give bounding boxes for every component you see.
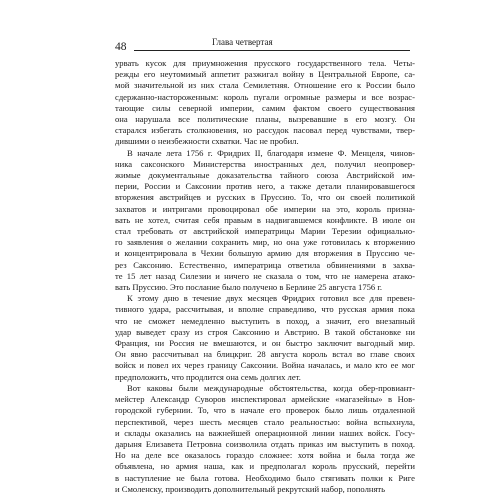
text-line: перии, России и Саксонии против него, а также детали планировавшегося — [115, 181, 415, 192]
text-line: удар выведет сразу из строя Саксонию и Австрию. В такой обстановке ни — [115, 326, 415, 337]
running-head-title: Глава четвертая — [212, 37, 273, 47]
text-line: Франция, ни Россия не вмешаются, и он быстро заключит выгодный мир. — [115, 338, 415, 349]
text-line: жимые документальные доказательства тайного союза Австрийской им- — [115, 170, 415, 181]
text-line: К этому дню в течение двух месяцев Фридрих готовил все для превен- — [127, 293, 415, 304]
text-line: рез Саксонию. Естественно, императрица ответила обвинениями в захва- — [115, 259, 415, 270]
text-line: Он явно рассчитывал на блицкриг. 28 августа король встал во главе своих — [115, 349, 415, 360]
text-line: тивного удара, рассчитывая, и вполне справедливо, что русская армия пока — [115, 304, 415, 315]
text-line: го заявления о желании сохранить мир, но она уже готовилась к вторжению — [115, 237, 415, 248]
text-line: Но на деле все оказалось гораздо сложнее: хотя война и была тогда же — [115, 450, 415, 461]
text-line: Вот каковы были международные обстоятельства, когда обер-провиант- — [127, 382, 415, 393]
body-text — [115, 58, 415, 495]
text-line: и Смоленску, производить дополнительный рекрутский набор, пополнять — [115, 483, 386, 494]
text-line: войск и повел их через границу Саксонии. Война началась, и мало кто ее мог — [115, 360, 415, 371]
text-line: объявлена, но армия наша, как и предполагал король прусский, перейти — [115, 461, 415, 472]
text-line: мейстер Александр Суворов инспектировал армейские «магазейны» в Нов- — [115, 394, 415, 405]
text-line: в наступление не была готова. Необходимо было стягивать полки к Риге — [115, 472, 415, 483]
text-line: вторжения австрийцев и русских в Пруссию. То, что он своей политикой — [115, 192, 415, 203]
text-line: предположить, что продлится она семь долгих лет. — [115, 371, 301, 382]
paragraph — [115, 293, 415, 383]
text-line: урвать кусок для приумножения прусского государственного тела. Четы- — [115, 58, 415, 68]
text-line: городской губернии. То, что в начале его проверок было лишь отдаленной — [115, 405, 415, 416]
page-number: 48 — [115, 41, 127, 53]
text-line: и склады оказались на важнейшей операционной линии наших войск. Госу- — [115, 427, 415, 438]
text-line: тающие силы северной империи, самим фактом своего существования — [115, 102, 415, 113]
text-line: перспективой, через шесть месяцев стало реальностью: война вспыхнула, — [115, 416, 415, 427]
text-line: те 15 лет назад Силезии и ничего не сказала о том, что не намерена атако- — [115, 270, 415, 281]
text-line: стал требовать от австрийской императрицы Марии Терезии официально- — [115, 226, 415, 237]
text-line: захватов и интригами провоцировал обе империи на это, король призна- — [115, 203, 415, 214]
text-line: что не сможет немедленно выступить в поход, а значит, его внезапный — [115, 315, 415, 326]
text-line: режды его неутомимый аппетит разжигал войну в Центральной Европе, са- — [115, 69, 415, 80]
text-line: вать не хотел, считая себя правым в надвигавшемся конфликте. В июле он — [115, 214, 415, 225]
paragraph — [115, 148, 415, 294]
text-line: сдержанно-настороженным: король пугали огромные размеры и все возрас- — [115, 91, 415, 102]
text-line: дарыня Елизавета Петровна соизволила отдать приказ им выступить в поход. — [115, 438, 415, 449]
text-line: вать Пруссию. Это послание было получено в Берлине 25 августа 1756 г. — [115, 282, 383, 293]
text-line: и концентрировала в Чехии большую армию для вторжения в Пруссию че- — [115, 248, 415, 259]
text-line: ника саксонского Министерства иностранных дел, получил неопровер- — [115, 158, 415, 169]
text-line: В начале лета 1756 г. Фридрих II, благодаря измене Ф. Менцеля, чинов- — [127, 147, 415, 158]
paragraph — [115, 58, 415, 148]
text-line: мой значительной из них стала Семилетняя. Отношение его к России было — [115, 80, 415, 91]
text-line: дившими о неизбежности схватки. Час не пробил. — [115, 136, 299, 147]
text-line: старался избегать столкновения, но рассудок пасовал перед чувствами, твер- — [115, 125, 415, 136]
text-line: она нарушала все политические планы, вызревавшие в его мозгу. Он — [115, 114, 415, 125]
paragraph — [115, 383, 415, 495]
header-rule — [134, 50, 410, 51]
